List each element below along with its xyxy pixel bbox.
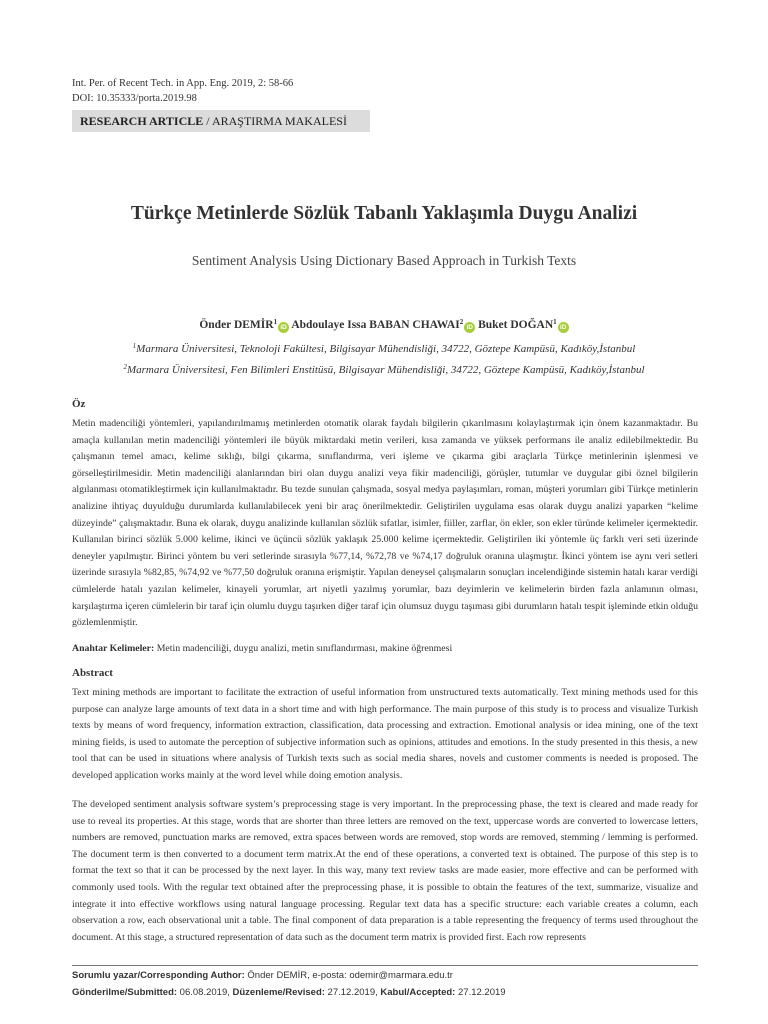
abstract-heading: Abstract — [72, 667, 113, 679]
article-type-en: RESEARCH ARTICLE — [80, 114, 204, 128]
article-type-tr: ARAŞTIRMA MAKALESİ — [211, 114, 347, 128]
affiliation-1 — [0, 342, 768, 355]
paper-title: Türkçe Metinlerde Sözlük Tabanlı Yaklaşımla Duygu Analizi — [130, 203, 638, 224]
affiliation-text: Marmara Üniversitesi, Fen Bilimleri Enstitüsü, Bilgisayar Mühendisliği, 34722, Göztepe Kampüsü, Kadıköy,İstanbul — [126, 364, 645, 376]
accepted-date: 27.12.2019 — [455, 987, 506, 998]
orcid-icon[interactable]: iD — [278, 322, 289, 333]
author-name: Abdoulaye Issa BABAN CHAWAI — [291, 319, 460, 331]
footer-divider — [72, 965, 698, 966]
oz-paragraph: Metin madenciliği yöntemleri, yapılandırılmamış metinlerden otomatik olarak faydalı bilgilerin çıkarılmasını kolaylaştırmak için önem kazanmaktadır. Bu amaçla kullanılan metin madenciliği yöntemleri ile büyük miktardaki metin verileri, kısa zamanda ve yüksek performans ile analiz edilebilmektedir. Bu çalışmanın temel amacı, kelime sıklığı, bilgi çıkarma, sınıflandırma, veri işleme ve çıkarma gibi araçlarla Türkçe metinlerinin işlenmesi ve görselleştirilmesidir. Metin madenciliği alanlarından biri olan duygu analizi veya fikir madenciliği, görüşler, tutumlar ve duygular gibi öznel bilgilerin algılanması otomatikleştirmek için kullanılmaktadır. Bu tezde sunulan çalışmada, sosyal medya paylaşımları, roman, müşteri yorumları gibi Türkçe metinlerin analizine ihtiyaç duyulduğu durumlarda kullanılabilecek yeni bir araç önerilmektedir. Geliştirilen uygulama esas olarak duygu analizi yaparken “kelime düzeyinde” çalışmaktadır. Buna ek olarak, duygu analizinde kullanılan sözlük sıfatlar, isimler, fiiller, zarflar, ön ekler, son ekler türünde kelimeler içermektedir. Kullanılan birinci sözlük 5.000 kelime, ikinci ve üçüncü sözlük yaklaşık 25.000 kelime içermektedir. Geliştirilen iki yöntemle üç farklı veri seti üzerinde deneyler yapılmıştır. Birinci yöntem bu veri setlerinde sırasıyla %77,14, %72,78 ve %74,17 doğruluk oranına ulaşmıştır. İkinci yöntem ise aynı veri setleri üzerinde sırasıyla %82,85, %74,92 ve %77,50 doğruluk oranına erişmiştir. Yapılan deneysel çalışmaların sonuçları incelendiğinde sistemin hatalı karar verdiği cümlelerde hatalı yazılan kelimeler, kinayeli yorumlar, art niyetli yazılmış yorumlar, bazı deyimlerin ve kelimelerin birden fazla anlamının olması, karşılaştırma içeren cümlelerin bir taraf için olumlu duygu taşırken diğer taraf için olumsuz duygu taşıması gibi durumların hatalı tespit işleminde etkin olduğu gözlemlenmiştir. — [72, 418, 698, 629]
keywords-text: Metin madenciliği, duygu analizi, metin sınıflandırması, makine öğrenmesi — [154, 643, 453, 654]
dates-line — [72, 987, 698, 998]
affiliation-2 — [0, 363, 768, 376]
paper-subtitle: Sentiment Analysis Using Dictionary Based Approach in Turkish Texts — [191, 253, 577, 268]
corresponding-author-text: Önder DEMİR, e-posta: odemir@marmara.edu.tr — [244, 970, 453, 981]
oz-heading: Öz — [72, 398, 86, 410]
submitted-label: Gönderilme/Submitted: — [72, 987, 178, 998]
affiliation-number: 2 — [123, 363, 127, 371]
accepted-label: Kabul/Accepted: — [380, 987, 456, 998]
journal-header — [72, 76, 293, 106]
orcid-icon[interactable]: iD — [464, 322, 475, 333]
keywords-line — [72, 641, 698, 658]
abstract-paragraph-1: Text mining methods are important to facilitate the extraction of useful information from unstructured texts automatically. Text mining methods used for this purpose can analyze large amounts of text data in a short time and with high performance. The main purpose of this study is to process and visualize Turkish texts by means of word frequency, information extraction, classification, data processing and extraction. Emotional analysis or idea mining, one of the text mining fields, is used to automate the perception of subjective information such as opinions, attitudes and emotions. In the study presented in this thesis, a new tool that can be used in situations where analysis of Turkish texts such as social media shares, novels and customer comments is needed is proposed. The developed application works mainly at the word level while doing emotion analysis. — [72, 687, 698, 781]
author-affiliation-number: 1 — [273, 318, 278, 326]
author-affiliation-number: 1 — [553, 318, 557, 326]
affiliation-text: Marmara Üniversitesi, Teknoloji Fakültesi, Bilgisayar Mühendisliği, 34722, Göztepe Kampüsü, Kadıköy,İstanbul — [136, 343, 636, 355]
keywords-label: Anahtar Kelimeler: — [72, 643, 155, 654]
journal-doi: DOI: 10.35333/porta.2019.98 — [72, 93, 197, 104]
revised-label: Düzenleme/Revised: — [232, 987, 325, 998]
affiliation-number: 1 — [132, 342, 137, 350]
revised-date: 27.12.2019, — [324, 987, 381, 998]
abstract-paragraph-2: The developed sentiment analysis software system’s preprocessing stage is very important. In the preprocessing phase, the text is cleared and made ready for use to reveal its properties. At this stage, words that are shorter than three letters are removed on the text, uppercase words are converted to lowercase letters, numbers are removed, punctuation marks are removed, extra spaces between words are removed, stop words are removed, stemming / lemming is performed. The document term is then converted to a document term matrix.At the end of these operations, a converted text is obtained. The purpose of this step is to format the text so that it can be processed by the next layer. In this way, many text review tasks are made easier, more effective and can be performed with commonly used tools. With the regular text obtained after the preprocessing phase, it is possible to obtain the features of the text, summarize, visualize and integrate it into effective workflows using natural language processing. Regular text data has a specific structure: each variable creates a column, each observation a row, each observational unit a table. The final component of data preparation is a table representing the frequency of terms used throughout the document. At this stage, a structured representation of data such as the document term matrix is provided first. Each row represents — [72, 799, 698, 943]
corresponding-author-line — [72, 970, 698, 981]
article-type-banner — [72, 110, 370, 132]
submitted-date: 06.08.2019, — [177, 987, 233, 998]
corresponding-author-label: Sorumlu yazar/Corresponding Author: — [72, 970, 245, 981]
journal-citation: Int. Per. of Recent Tech. in App. Eng. 2019, 2: 58-66 — [72, 78, 294, 89]
orcid-icon[interactable]: iD — [558, 322, 569, 333]
author-name: Buket DOĞAN — [478, 319, 554, 331]
author-name: Önder DEMİR — [199, 319, 274, 331]
author-list — [0, 318, 768, 333]
article-type-separator: / — [203, 114, 212, 128]
author-affiliation-number: 2 — [459, 318, 464, 326]
